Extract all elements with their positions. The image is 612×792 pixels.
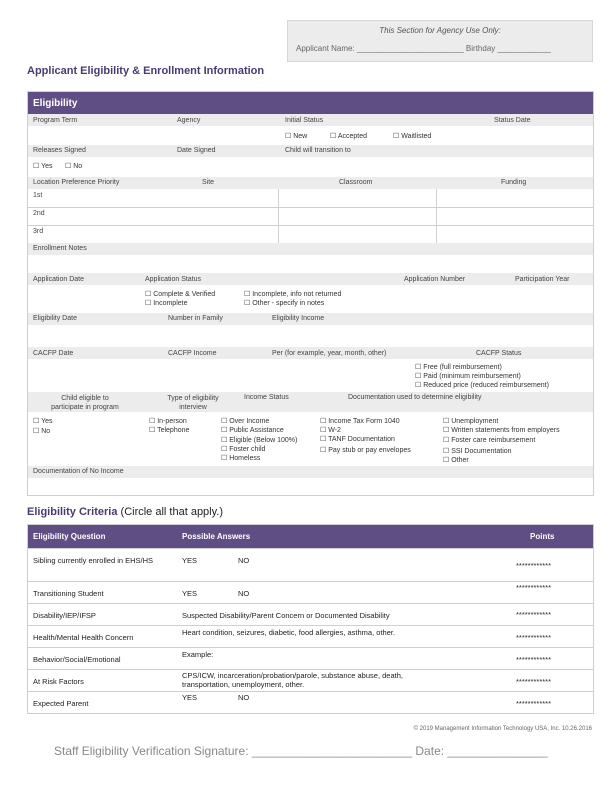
signature-line[interactable]: Staff Eligibility Verification Signature: ________________________ Date: _______________ [54,744,548,758]
interview-inperson-checkbox[interactable]: ☐ In-person [149,418,187,425]
income-status-label: Income Status [244,394,289,401]
cacfp-status-label: CACFP Status [476,350,522,357]
doc-ssi-checkbox[interactable]: ☐ SSI Documentation [443,448,512,455]
copyright: © 2019 Management Information Technology USA, Inc. 10.26.2016 [413,726,592,732]
doc-other-checkbox[interactable]: ☐ Other [443,457,469,464]
eligibility-panel [27,91,594,496]
col-points-header: Points [530,532,555,541]
location-divider-row-1 [28,207,593,208]
points-cell[interactable]: ************ [516,699,552,708]
answer-no[interactable]: NO [238,693,250,702]
table-row [28,581,593,603]
initial-status-label: Initial Status [285,117,324,124]
income-over-checkbox[interactable]: ☐ Over Income [221,418,270,425]
cacfp-date-label: CACFP Date [33,350,74,357]
criteria-title: Eligibility Criteria (Circle all that apply.) [27,506,224,518]
cacfp-paid-checkbox[interactable]: ☐ Paid (minimum reimbursement) [415,373,521,380]
priority-3rd-label: 3rd [33,228,44,235]
answer-yes[interactable]: YES [182,589,198,598]
points-cell[interactable]: ************ [516,655,552,664]
page-title: Applicant Eligibility & Enrollment Information [27,65,265,77]
question-cell: Behavior/Social/Emotional [33,655,121,664]
participation-year-label: Participation Year [515,276,570,283]
funding-label: Funding [501,179,527,186]
child-transition-label: Child will transition to [285,147,351,154]
status-new-checkbox[interactable]: ☐ New [285,133,308,140]
app-incomplete-info-checkbox[interactable]: ☐ Incomplete, info not returned [244,291,342,298]
answer-yes[interactable]: YES [182,556,198,565]
answer-yes[interactable]: YES [182,693,198,702]
agency-label: Agency [177,117,201,124]
table-row [28,548,593,581]
question-cell: At Risk Factors [33,677,84,686]
application-status-label: Application Status [145,276,202,283]
application-number-label: Application Number [404,276,466,283]
eligibility-header-title: Eligibility [33,98,78,109]
points-cell[interactable]: ************ [516,610,552,619]
releases-signed-label: Releases Signed [33,147,86,154]
priority-2nd-label: 2nd [33,210,45,217]
app-other-checkbox[interactable]: ☐ Other - specify in notes [244,300,325,307]
application-row-header [28,273,593,285]
doc-tax-form-checkbox[interactable]: ☐ Income Tax Form 1040 [320,418,400,425]
answer-cell[interactable]: Suspected Disability/Parent Concern or Documented Disability [182,611,390,620]
eligible-no-checkbox[interactable]: ☐ No [33,428,51,435]
releases-no-checkbox[interactable]: ☐ No [65,163,83,170]
agency-use-box [287,20,593,62]
notes-row-header [28,243,593,255]
enrollment-notes-label: Enrollment Notes [33,245,87,252]
doc-w2-checkbox[interactable]: ☐ W-2 [320,427,341,434]
doc-paystub-checkbox[interactable]: ☐ Pay stub or pay envelopes [320,447,411,454]
cacfp-income-label: CACFP Income [168,350,217,357]
income-eligible-checkbox[interactable]: ☐ Eligible (Below 100%) [221,437,298,444]
application-date-label: Application Date [33,276,84,283]
question-cell: Disability/IEP/IFSP [33,611,96,620]
criteria-table [27,524,594,714]
question-cell: Health/Mental Health Concern [33,633,134,642]
location-pref-label: Location Preference Priority [33,179,120,186]
question-cell: Sibling currently enrolled in EHS/HS [33,556,154,565]
date-signed-label: Date Signed [177,147,216,154]
table-row [28,647,593,669]
app-incomplete-checkbox[interactable]: ☐ Incomplete [145,300,188,307]
doc-no-income-label: Documentation of No Income [33,468,124,475]
points-cell[interactable]: ************ [516,677,552,686]
doc-tanf-checkbox[interactable]: ☐ TANF Documentation [320,436,395,443]
points-cell[interactable]: ************ [516,633,552,642]
income-homeless-checkbox[interactable]: ☐ Homeless [221,455,261,462]
criteria-header [28,525,593,548]
answer-cell[interactable]: Heart condition, seizures, diabetic, food allergies, asthma, other. [182,628,396,637]
status-waitlisted-checkbox[interactable]: ☐ Waitlisted [393,133,432,140]
income-public-assistance-checkbox[interactable]: ☐ Public Assistance [221,427,284,434]
agency-use-title: This Section for Agency Use Only: [379,26,501,35]
interview-telephone-checkbox[interactable]: ☐ Telephone [149,427,190,434]
question-cell: Expected Parent [33,699,89,708]
status-accepted-checkbox[interactable]: ☐ Accepted [330,133,368,140]
cacfp-free-checkbox[interactable]: ☐ Free (full reimbursement) [415,364,502,371]
doc-unemployment-checkbox[interactable]: ☐ Unemployment [443,418,499,425]
answer-cell-cont[interactable]: transportation, unemployment, other. [182,680,305,689]
status-date-label: Status Date [494,117,531,124]
location-divider-1 [278,189,279,243]
answer-cell[interactable]: Example: [182,650,214,659]
doc-written-statements-checkbox[interactable]: ☐ Written statements from employers [443,427,560,434]
table-row [28,669,593,691]
type-interview-label: Type of eligibility interview [167,395,219,411]
table-row [28,691,593,714]
table-row [28,625,593,647]
question-cell: Transitioning Student [33,589,104,598]
priority-1st-label: 1st [33,192,43,199]
answer-no[interactable]: NO [238,556,250,565]
applicant-name-birthday-line[interactable]: Applicant Name: ________________________ Birthday ____________ [296,44,551,53]
site-label: Site [202,179,215,186]
doc-foster-care-checkbox[interactable]: ☐ Foster care reimbursement [443,437,536,444]
eligibility-date-label: Eligibility Date [33,315,77,322]
app-complete-checkbox[interactable]: ☐ Complete & Verified [145,291,216,298]
location-divider-2 [436,189,437,243]
program-term-label: Program Term [33,117,78,124]
col-question-header: Eligibility Question [33,532,106,541]
points-cell[interactable]: ************ [516,583,552,592]
per-label: Per (for example, year, month, other) [272,350,387,357]
eligibility-header [28,92,593,114]
eligibility-income-label: Eligibility Income [272,315,325,322]
cacfp-reduced-checkbox[interactable]: ☐ Reduced price (reduced reimbursement) [415,382,549,389]
answer-cell[interactable]: CPS/ICW, incarceration/probation/parole, substance abuse, death, [182,671,403,680]
location-divider-row-2 [28,225,593,226]
points-cell[interactable]: ************ [516,561,552,570]
classroom-label: Classroom [339,179,373,186]
number-in-family-label: Number in Family [168,315,223,322]
releases-yes-checkbox[interactable]: ☐ Yes [33,163,53,170]
answer-no[interactable]: NO [238,589,250,598]
income-foster-checkbox[interactable]: ☐ Foster child [221,446,266,453]
child-eligible-label: Child eligible to participate in program [51,395,119,411]
eligible-yes-checkbox[interactable]: ☐ Yes [33,418,53,425]
documentation-used-label: Documentation used to determine eligibility [348,394,482,401]
col-answers-header: Possible Answers [182,532,251,541]
table-row [28,603,593,625]
